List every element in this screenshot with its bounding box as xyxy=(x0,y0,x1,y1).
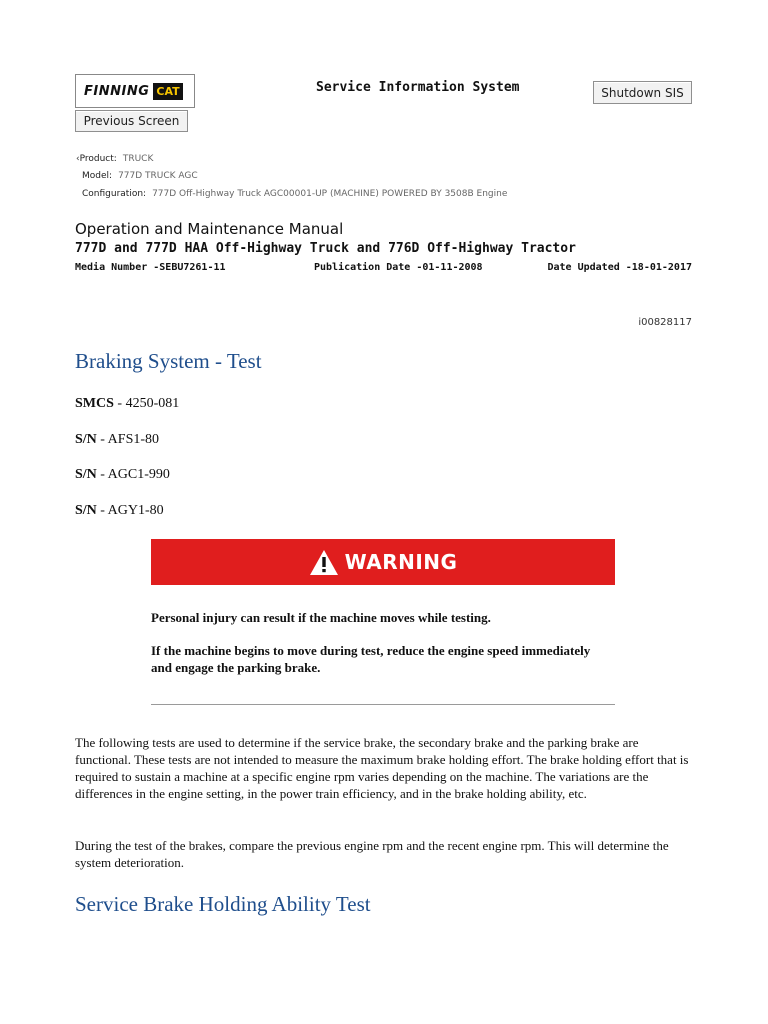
model-row xyxy=(82,171,198,181)
sn-value: - AGY1-80 xyxy=(96,503,164,518)
smcs-row xyxy=(75,396,179,412)
warning-banner xyxy=(151,539,615,585)
configuration-value: 777D Off-Highway Truck AGC00001-UP (MACHINE) POWERED BY 3508B Engine xyxy=(152,189,508,199)
warning-triangle-icon xyxy=(309,549,339,576)
body-paragraph: The following tests are used to determine if the service brake, the secondary brake and the parking brake are functional. These tests are not intended to measure the maximum brake holding effort. The brake holding effort that is required to sustain a machine at a specific engine rpm varies depending on the machine. The variations are the differences in the engine setting, in the power train efficiency, and in the brake holding ability, etc. xyxy=(75,735,689,801)
smcs-value: - 4250-081 xyxy=(113,396,180,411)
sn-value: - AGC1-990 xyxy=(96,467,170,482)
configuration-row xyxy=(82,189,507,199)
sn-row xyxy=(75,432,159,448)
model-label: Model: xyxy=(82,171,113,181)
warning-text-2: If the machine begins to move during test, reduce the engine speed immediately and engage the parking brake. xyxy=(151,643,591,675)
back-arrow-icon[interactable]: ‹ xyxy=(76,154,80,164)
shutdown-sis-button[interactable]: Shutdown SIS xyxy=(593,81,692,104)
model-value: 777D TRUCK AGC xyxy=(118,171,198,181)
previous-screen-button[interactable]: Previous Screen xyxy=(75,110,188,132)
product-label: Product: xyxy=(79,154,117,164)
publication-date: Publication Date -01-11-2008 xyxy=(314,262,483,273)
divider xyxy=(151,704,615,705)
article-heading: Braking System - Test xyxy=(75,349,262,373)
sn-label: S/N xyxy=(75,432,97,447)
warning-text-1: Personal injury can result if the machine moves while testing. xyxy=(151,610,491,625)
sn-label: S/N xyxy=(75,467,97,482)
system-title: Service Information System xyxy=(316,80,520,95)
section-heading: Service Brake Holding Ability Test xyxy=(75,892,371,916)
sn-row xyxy=(75,467,170,483)
sn-label: S/N xyxy=(75,503,97,518)
manual-title: Operation and Maintenance Manual xyxy=(75,220,344,238)
manual-subtitle: 777D and 777D HAA Off-Highway Truck and 776D Off-Highway Tractor xyxy=(75,241,576,256)
warning-label: WARNING xyxy=(344,550,458,574)
logo-finning-text: FINNING xyxy=(84,83,150,99)
date-updated: Date Updated -18-01-2017 xyxy=(547,262,692,273)
product-row xyxy=(76,154,153,164)
body-paragraph: During the test of the brakes, compare the previous engine rpm and the recent engine rpm. This will determine the system deterioration. xyxy=(75,838,669,870)
finning-cat-logo xyxy=(75,74,195,108)
sn-row xyxy=(75,503,164,519)
media-number: Media Number -SEBU7261-11 xyxy=(75,262,226,273)
product-value: TRUCK xyxy=(122,154,154,164)
logo-cat-badge: CAT xyxy=(153,83,182,100)
sn-value: - AFS1-80 xyxy=(96,432,160,447)
configuration-label: Configuration: xyxy=(82,189,147,199)
reference-id: i00828117 xyxy=(638,317,692,328)
smcs-label: SMCS xyxy=(75,396,114,411)
